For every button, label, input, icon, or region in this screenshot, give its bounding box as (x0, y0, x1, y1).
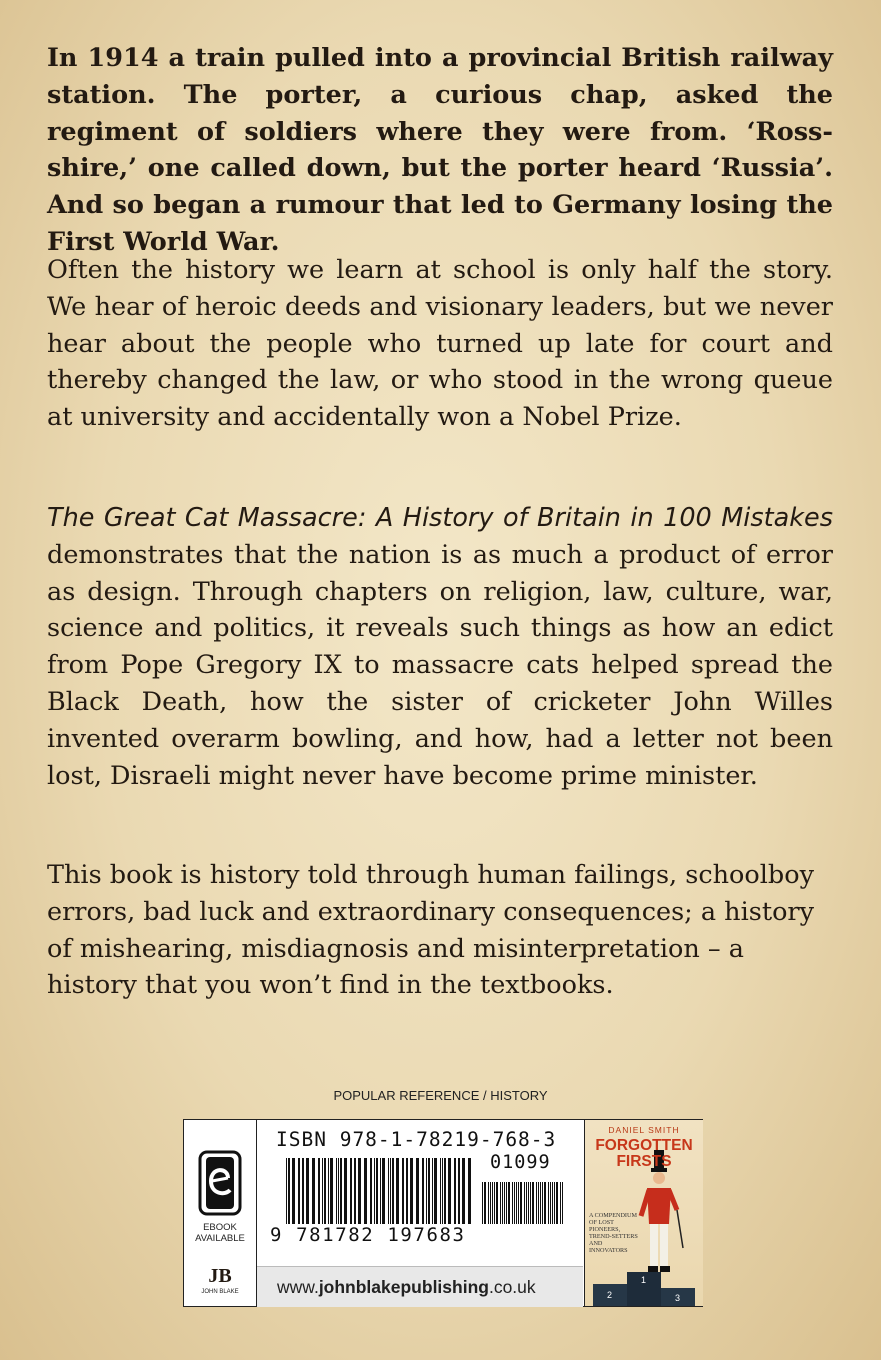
barcode-bar (376, 1158, 378, 1224)
barcode-bar (292, 1158, 295, 1224)
barcode-bar (508, 1182, 510, 1224)
john-blake-logo: JB (208, 1265, 232, 1287)
barcode-bar (514, 1182, 515, 1224)
addon-barcode (480, 1182, 566, 1224)
barcode-bar (544, 1182, 546, 1224)
barcode-bar (492, 1182, 493, 1224)
barcode-bar (318, 1158, 320, 1224)
barcode-bar (358, 1158, 361, 1224)
barcode-bar (454, 1158, 456, 1224)
barcode-bar (448, 1158, 451, 1224)
barcode-bar (410, 1158, 413, 1224)
barcode-bar (562, 1182, 563, 1224)
barcode-bar (336, 1158, 337, 1224)
barcode-bar (444, 1158, 446, 1224)
barcode-bar (526, 1182, 527, 1224)
barcode-bar (434, 1158, 437, 1224)
ebook-icon (197, 1150, 243, 1216)
barcode-bar (542, 1182, 543, 1224)
barcode-bar (344, 1158, 347, 1224)
barcode-bar (440, 1158, 441, 1224)
barcode-bar (350, 1158, 352, 1224)
barcode-bar (494, 1182, 495, 1224)
barcode-bar (532, 1182, 534, 1224)
barcode-bar (554, 1182, 555, 1224)
url-suffix: .co.uk (488, 1277, 536, 1297)
cover-title-line-2: FIRSTS (616, 1153, 672, 1170)
publisher-name: JOHN BLAKE (201, 1289, 239, 1295)
category-label: POPULAR REFERENCE / HISTORY (333, 1088, 548, 1103)
cover-title (585, 1138, 703, 1170)
url-domain: johnblakepublishing (318, 1277, 489, 1297)
cover-title-line-1: FORGOTTEN (595, 1137, 693, 1154)
barcode-bar (302, 1158, 304, 1224)
podium-third: 3 (675, 1293, 681, 1303)
barcode-bar (422, 1158, 424, 1224)
barcode-bar (496, 1182, 498, 1224)
barcode-bar (530, 1182, 531, 1224)
publisher-url[interactable] (277, 1277, 536, 1298)
barcode-bar (506, 1182, 507, 1224)
barcode-bar (374, 1158, 375, 1224)
barcode-bar (512, 1182, 513, 1224)
barcode-bar (540, 1182, 541, 1224)
barcode-bar (490, 1182, 491, 1224)
barcode-bar (518, 1182, 519, 1224)
barcode-bar (538, 1182, 539, 1224)
barcode-bar (322, 1158, 323, 1224)
barcode-bar (382, 1158, 385, 1224)
url-prefix: www. (277, 1277, 319, 1297)
barcode-bar (556, 1182, 558, 1224)
podium-second: 2 (607, 1290, 613, 1300)
barcode-bar (552, 1182, 553, 1224)
book-title: The Great Cat Massacre: A History of Britain in 100 Mistakes (47, 503, 833, 533)
barcode-bar (306, 1158, 309, 1224)
barcode-bar (536, 1182, 537, 1224)
barcode-bar (468, 1158, 471, 1224)
barcode-bar (502, 1182, 503, 1224)
publisher-url-bar (257, 1266, 583, 1307)
barcode-bar (482, 1182, 483, 1224)
barcode-bar (458, 1158, 460, 1224)
barcode-bar (370, 1158, 372, 1224)
ebook-available-label (184, 1222, 256, 1244)
barcode-bar (288, 1158, 290, 1224)
podium-first: 1 (641, 1275, 647, 1285)
barcode-bar (330, 1158, 333, 1224)
barcode-bar (406, 1158, 408, 1224)
barcode-bar (484, 1182, 486, 1224)
barcode-bar (442, 1158, 443, 1224)
barcode-bar (550, 1182, 551, 1224)
cover-tagline: A COMPENDIUM OF LOST PIONEERS, TREND-SETTERS AND INNOVATORS (589, 1212, 638, 1254)
barcode-bar (340, 1158, 342, 1224)
barcode-bar (426, 1158, 427, 1224)
barcode-bar (298, 1158, 300, 1224)
blurb-paragraph-3-text: demonstrates that the nation is as much a product of error as design. Through chapters on religion, law, culture, war, science and politics, it reveals such things as how an edict from Pope Gregory IX to massacre cats helped spread the Black Death, how the sister of cricketer John Willes invented overarm bowling, and how, had a letter not been lost, Disraeli might never have become prime minister. (47, 539, 833, 791)
barcode-bar (396, 1158, 399, 1224)
barcode-bar (390, 1158, 391, 1224)
barcode-bar (328, 1158, 329, 1224)
blurb-paragraph-3 (47, 500, 833, 794)
barcode-bar (432, 1158, 433, 1224)
barcode-bar (524, 1182, 525, 1224)
barcode-bar (402, 1158, 404, 1224)
publisher-logo-column (184, 1120, 257, 1306)
barcode-bar (504, 1182, 505, 1224)
barcode-bar (560, 1182, 561, 1224)
ebook-label-line-1: EBOOK (203, 1222, 237, 1233)
barcode-bar (364, 1158, 367, 1224)
barcode-bar (392, 1158, 394, 1224)
isbn-number: ISBN 978-1-78219-768-3 (276, 1128, 557, 1151)
barcode-bar (286, 1158, 287, 1224)
barcode-bar (324, 1158, 326, 1224)
barcode-bar (500, 1182, 501, 1224)
barcode-bar (338, 1158, 339, 1224)
blurb-paragraph-1: In 1914 a train pulled into a provincial British railway station. The porter, a curious chap, asked the regiment of soldiers where they were from. ‘Ross-shire,’ one called down, but the porter heard ‘Russia’. And so began a rumour that led to Germany losing the First World War. (47, 43, 833, 257)
barcode-bar (428, 1158, 430, 1224)
price-code: 01099 (490, 1152, 551, 1173)
blurb-paragraph-2: Often the history we learn at school is only half the story. We hear of heroic deeds and visionary leaders, but we never hear about the people who turned up late for court and thereby changed the law, or who stood in the wrong queue at university and accidentally won a Nobel Prize. (47, 255, 833, 433)
ean-barcode (284, 1158, 474, 1224)
barcode-bar (528, 1182, 529, 1224)
barcode-bar (516, 1182, 517, 1224)
barcode-bar (548, 1182, 549, 1224)
barcode-bar (488, 1182, 489, 1224)
barcode-bar (520, 1182, 522, 1224)
barcode-bar (416, 1158, 419, 1224)
cover-author: DANIEL SMITH (608, 1125, 680, 1135)
related-book-cover (584, 1120, 703, 1306)
blurb-paragraph-4: This book is history told through human failings, schoolboy errors, bad luck and extraordinary consequences; a history of mishearing, misdiagnosis and misinterpretation – a history that you won’t find in the textbooks. (47, 860, 815, 1001)
barcode-panel (183, 1119, 703, 1307)
barcode-bar (312, 1158, 315, 1224)
ean-digits: 9 781782 197683 (270, 1224, 466, 1246)
ebook-label-line-2: AVAILABLE (195, 1233, 245, 1244)
barcode-bar (388, 1158, 389, 1224)
barcode-bar (380, 1158, 381, 1224)
barcode-bar (354, 1158, 356, 1224)
barcode-bar (462, 1158, 465, 1224)
